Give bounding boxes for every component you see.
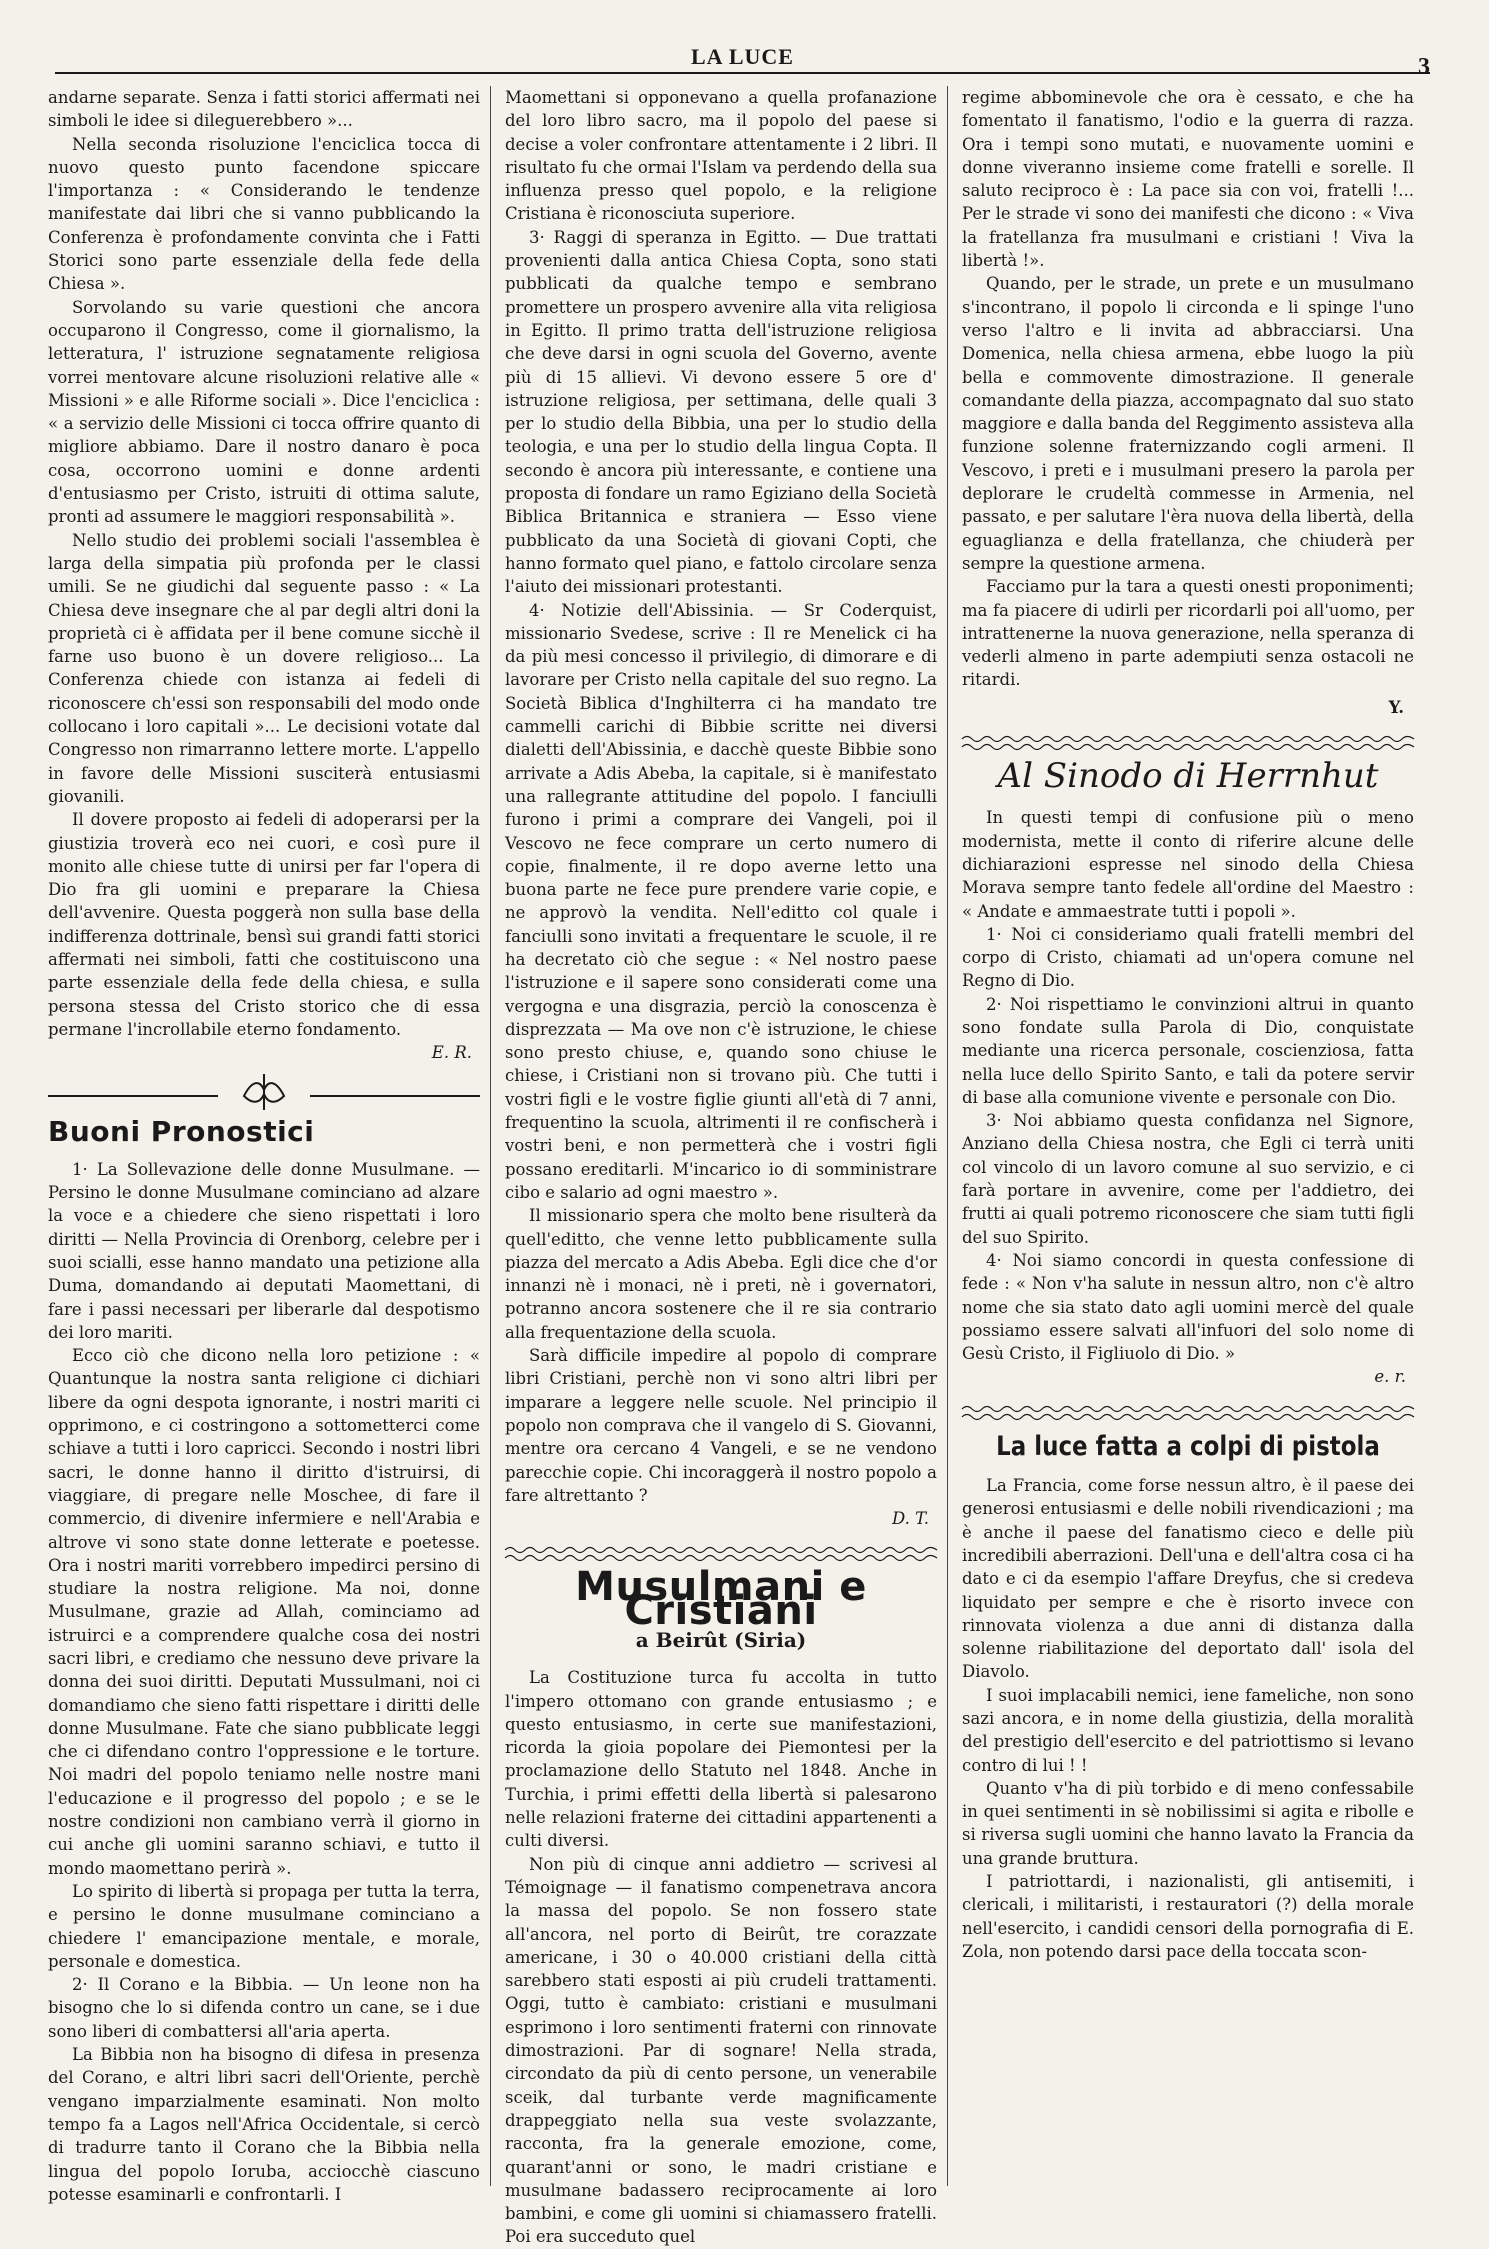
wavy-divider bbox=[505, 1542, 937, 1566]
signature: Y. bbox=[1388, 697, 1404, 717]
paragraph: La Bibbia non ha bisogno di difesa in presenza del Corano, e altri libri sacri dell'Oriente, perchè vengano imparzialmente esaminati. Non molto tempo fa a Lagos nell'Africa Occidentale, si cercò di tradurre tanto il Corano che la Bibbia nella lingua del popolo Ioruba, acciocchè ciascuno potesse esaminarli e confrontarli. I bbox=[48, 2045, 480, 2204]
subheading-beirut: a Beirût (Siria) bbox=[635, 1628, 807, 1652]
paragraph: Nella seconda risoluzione l'enciclica tocca di nuovo questo punto facendone spiccare l'importanza : « Considerando le tendenze manifestate dai libri che si vanno pubblicando la Conferenza è profondamente convinta che i Fatti Storici sono parte essenziale della fede della Chiesa ». bbox=[48, 134, 480, 294]
paragraph: I patriottardi, i nazionalisti, gli antisemiti, i clericali, i militaristi, i restauratori (?) della morale nell'esercito, i candidi censori della pornografia di E. Zola, non potendo darsi pace della toccata scon- bbox=[962, 1872, 1414, 1961]
heading-buoni-pronostici: Buoni Pronostici bbox=[48, 1115, 315, 1149]
paragraph: Sorvolando su varie questioni che ancora occuparono il Congresso, come il giornalismo, la letteratura, l' istruzione segnatamente religiosa vorrei mentovare alcune risoluzioni relative alle « Missioni » e alle Riforme sociali ». Dice l'enciclica : « a servizio delle Missioni ci tocca offrire quanto di migliore abbiamo. Dare il nostro danaro è poca cosa, occorrono uomini e donne ardenti d'entusiasmo per Cristo, istruiti di ottima salute, pronti ad assumere le maggiori responsabilità ». bbox=[48, 297, 480, 527]
paragraph: Maomettani si opponevano a quella profanazione del loro libro sacro, ma il popolo del paese si decise a voler confrontare attentamente i 2 libri. Il risultato fu che ormai l'Islam va perdendo della sua influenza presso quel popolo, e la religione Cristiana è riconosciuta superiore. bbox=[505, 88, 937, 224]
paragraph: 1· La Sollevazione delle donne Musulmane. — Persino le donne Musulmane cominciano ad alzare la voce e a chiedere che sieno rispettati i loro diritti — Nella Provincia di Orenborg, celebre per i suoi scialli, esse hanno mandato una petizione alla Duma, domandando ai deputati Maomettani, di fare i passi necessari per liberarle dal despotismo dei loro mariti. bbox=[48, 1159, 480, 1342]
fleuron-divider bbox=[48, 1070, 480, 1112]
signature: e. r. bbox=[1374, 1367, 1406, 1387]
page-number: 3 bbox=[1418, 54, 1430, 80]
paragraph: La Costituzione turca fu accolta in tutto l'impero ottomano con grande entusiasmo ; e questo entusiasmo, in certe sue manifestazioni, ricorda la gioia popolare dei Piemontesi per la proclamazione dello Statuto nel 1848. Anche in Turchia, i primi effetti della libertà si palesarono nelle relazioni fraterne dei cittadini appartenenti a culti diversi. bbox=[505, 1668, 937, 1851]
signature: D. T. bbox=[892, 1509, 929, 1529]
paragraph: Sarà difficile impedire al popolo di comprare libri Cristiani, perchè non vi sono altri libri per imparare a leggere nelle scuole. Nel principio il popolo non comprava che il vangelo di S. Giovanni, mentre ora cercano 4 Vangeli, e se ne vendono parecchie copie. Chi incoraggerà il nostro popolo a fare altrettanto ? bbox=[505, 1346, 937, 1505]
column-3 bbox=[962, 86, 1414, 2186]
wavy-divider bbox=[962, 731, 1414, 755]
paragraph: 2· Noi rispettiamo le convinzioni altrui in quanto sono fondate sulla Parola di Dio, conquistate mediante una ricerca personale, coscienziosa, fatta nella luce dello Spirito Santo, e tali da potere servir di base alla comunione vivente e personale con Dio. bbox=[962, 994, 1414, 1107]
masthead bbox=[55, 40, 1430, 80]
paragraph: Il dovere proposto ai fedeli di adoperarsi per la giustizia troverà eco nei cuori, e così pure il monito alle chiese tutte di unirsi per far l'opera di Dio fra gli uomini e preparare la Chiesa dell'avvenire. Questa poggerà non sulla base della indifferenza dottrinale, bensì sui grandi fatti storici affermati nei simboli, fatti che costituiscono una parte essenziale della fede della chiesa, e sulla persona stessa del Cristo storico che di essa permane l'incrollabile eterno fondamento. bbox=[48, 810, 480, 1039]
paragraph: regime abbominevole che ora è cessato, e che ha fomentato il fanatismo, l'odio e la guerra di razza. Ora i tempi sono mutati, e nuovamente uomini e donne viveranno insieme come fratelli e sorelle. Il saluto reciproco è : La pace sia con voi, fratelli !... Per le strade vi sono dei manifesti che dicono : « Viva la fratellanza fra musulmani e cristiani ! Viva la libertà !». bbox=[962, 88, 1414, 271]
column-2 bbox=[505, 86, 937, 2247]
paragraph: Lo spirito di libertà si propaga per tutta la terra, e persino le donne musulmane cominciano a chiedere l' emancipazione mentale, e morale, personale e domestica. bbox=[48, 1881, 480, 1971]
paragraph: La Francia, come forse nessun altro, è il paese dei generosi entusiasmi e delle nobili rivendicazioni ; ma è anche il paese del fanatismo cieco e delle più incredibili aberrazioni. Dell'una e dell'altra cosa ci ha dato e ci da esempio l'affare Dreyfus, che si credeva liquidato per sempre e che è risorto invece con rinnovata violenza a due anni di distanza dalla solenne riabilitazione del deportato dall' isola del Diavolo. bbox=[962, 1476, 1414, 1682]
column-1 bbox=[48, 86, 480, 2204]
paragraph: andarne separate. Senza i fatti storici affermati nei simboli le idee si dileguerebbero »... bbox=[48, 88, 480, 131]
signature: E. R. bbox=[431, 1043, 472, 1063]
paragraph: 4· Noi siamo concordi in questa confessione di fede : « Non v'ha salute in nessun altro, non c'è altro nome che sia stato dato agli uomini mercè del quale possiamo essere salvati all'infuori del solo nome di Gesù Cristo, il Figliuolo di Dio. » bbox=[962, 1250, 1414, 1364]
paragraph: Non più di cinque anni addietro — scrivesi al Témoignage — il fanatismo compenetrava ancora la massa del popolo. Se non fossero state all'ancora, nel porto di Beirût, tre corazzate americane, i 30 o 40.000 cristiani della città sarebbero stati esposti ai più crudeli trattamenti. Oggi, tutto è cambiato: cristiani e musulmani esprimono i loro sentimenti fraterni con rinnovate dimostrazioni. Par di sognare! Nella strada, circondato da più di cento persone, un venerabile sceik, dal turbante verde magnificamente drappeggiato nella sua veste svolazzante, racconta, fra la generale emozione, come, quarant'anni or sono, le madri cristiane e musulmane badassero reciprocamente ai loro bambini, e come gli uomini si chiamassero fratelli. Poi era succeduto quel bbox=[505, 1854, 937, 2247]
paragraph: Nello studio dei problemi sociali l'assemblea è larga della simpatia più profonda per le classi umili. Se ne giudichi dal seguente passo : « La Chiesa deve insegnare che al par degli altri doni la proprietà ci è affidata per il bene comune sicchè il farne uso buono è un dovere religioso... La Conferenza chiede con istanza ai fedeli di riconoscere ch'essi son responsabili del modo onde collocano i loro capitali »... Le decisioni votate dal Congresso non rimarranno lettere morte. L'appello in favore delle Missioni susciterà entusiasmi giovanili. bbox=[48, 530, 480, 806]
newspaper-title: LA LUCE bbox=[691, 44, 794, 69]
paragraph: Quanto v'ha di più torbido e di meno confessabile in quei sentimenti in sè nobilissimi si agita e ribolle e si riversa sugli uomini che hanno lavato la Francia da una grande bruttura. bbox=[962, 1778, 1414, 1868]
paragraph: In questi tempi di confusione più o meno modernista, mette il conto di riferire alcune delle dichiarazioni espresse nel sinodo della Chiesa Morava sempre tanto fedele all'ordine del Maestro : « Andate e ammaestrate tutti i popoli ». bbox=[962, 808, 1414, 921]
paragraph: 1· Noi ci consideriamo quali fratelli membri del corpo di Cristo, chiamati ad un'opera comune nel Regno di Dio. bbox=[962, 924, 1414, 991]
paragraph: Facciamo pur la tara a questi onesti proponimenti; ma fa piacere di udirli per ricordarli poi all'uomo, per intrattenerne la nuova generazione, nella speranza di vederli almeno in parte adempiuti senza ostacoli ne ritardi. bbox=[962, 577, 1414, 690]
paragraph: Quando, per le strade, un prete e un musulmano s'incontrano, il popolo li circonda e li spinge l'uno verso l'altro e li invita ad abbracciarsi. Una Domenica, nella chiesa armena, ebbe luogo la più bella e commovente dimostrazione. Il generale comandante della piazza, accompagnato dal suo stato maggiore e dalla banda del Reggimento assisteva alla funzione solenne fraternizzando cogli armeni. Il Vescovo, i preti e i musulmani presero la parola per deplorare le crudeltà commesse in Armenia, nel passato, e per salutare l'èra nuova della libertà, della eguaglianza e della fratellanza, che chiuderà per sempre la questione armena. bbox=[962, 274, 1414, 573]
column-divider-1 bbox=[490, 86, 491, 2186]
paragraph: Ecco ciò che dicono nella loro petizione : « Quantunque la nostra santa religione ci dichiari libere da ogni despota ignorante, i nostri mariti ci opprimono, e ci costringono a sottometterci come schiave a tutti i loro capricci. Secondo i nostri libri sacri, le donne hanno il diritto d'istruirsi, di viaggiare, di pregare nelle Moschee, di fare il commercio, di divenire infermiere e nell'Arabia e altrove vi sono state donne letterate e poetesse. Ora i nostri mariti vorrebbero impedirci persino di studiare la nostra religione. Ma noi, donne Musulmane, grazie ad Allah, cominciamo ad istruirci e a comprendere qualche cosa dei nostri sacri libri, e crediamo che nessuno deve privare la donna dei suoi diritti. Deputati Mussulmani, noi ci domandiamo che sieno fatti rispettare i diritti delle donne Musulmane. Fate che siano pubblicate leggi che ci difendano contro l'oppressione e le torture. Noi madri del popolo teniamo nelle nostre mani l'educazione e il progresso del popolo ; e se le nostre condizioni non cambiano verrà il giorno in cui anche gli uomini saranno schiavi, e tutto il mondo maomettano perirà ». bbox=[48, 1346, 480, 1878]
paragraph: 2· Il Corano e la Bibbia. — Un leone non ha bisogno che lo si difenda contro un cane, se i due sono liberi di combattersi all'aria aperta. bbox=[48, 1975, 480, 2041]
paragraph: 3· Raggi di speranza in Egitto. — Due trattati provenienti dalla antica Chiesa Copta, sono stati pubblicati da qualche tempo e sembrano promettere un prospero avvenire alla vita religiosa in Egitto. Il primo tratta dell'istruzione religiosa che deve darsi in ogni scuola del Governo, avente più di 15 allievi. Vi devono essere 5 ore d' istruzione religiosa, per settimana, delle quali 3 per lo studio della Bibbia, una per lo studio della teologia, e una per lo studio della lingua Copta. Il secondo è ancora più interessante, e contiene una proposta di fondare un ramo Egiziano della Società Biblica Britannica e straniera — Esso viene pubblicato da una Società di giovani Copti, che hanno formato quel piano, e fattolo circolare senza l'aiuto dei missionari protestanti. bbox=[505, 227, 937, 597]
paragraph: 4· Notizie dell'Abissinia. — Sr Coderquist, missionario Svedese, scrive : Il re Menelick ci ha da più mesi concesso il privilegio, di dimorare e di lavorare per Cristo nella capitale del suo regno. La Società Biblica d'Inghilterra ci ha mandato tre cammelli carichi di Bibbie scritte nei diversi dialetti dell'Abissinia, e dacchè queste Bibbie sono arrivate a Adis Abeba, la capitale, si è manifestato una rallegrante attitudine del popolo. I fanciulli furono i primi a comprare dei Vangeli, poi il Vescovo ne fece comprare un certo numero di copie, finalmente, il re dopo averne letto una buona parte ne fece pure prendere varie copie, e ne approvò la vendita. Nell'editto col quale i fanciulli sono invitati a frequentare le scuole, il re ha decretato ciò che segue : « Nel nostro paese l'istruzione e il sapere sono considerati come una vergogna e una disgrazia, perciò la conoscenza è disprezzata — Ma ove non c'è istruzione, le chiese sono presto chiuse, e, quando sono chiuse le chiese, i Cristiani non si trovano più. Che tutti i vostri figli e le vostre figlie giunti all'età di 7 anni, frequentino la scuola, altrimenti il re confischerà i vostri beni, e non permetterà che i vostri figli possano ereditarli. M'incarico io di somministrare cibo e salario ad ogni maestro ». bbox=[505, 600, 937, 1202]
masthead-rule bbox=[55, 72, 1430, 74]
heading-sinodo-herrnhut: Al Sinodo di Herrnhut bbox=[997, 756, 1379, 797]
paragraph: 3· Noi abbiamo questa confidanza nel Signore, Anziano della Chiesa nostra, che Egli ci terrà uniti col vincolo di un lavoro comune al suo servizio, e ci farà portare in avvenire, come per l'addietro, dei frutti ai quali potremo riconoscere che siam tutti figli del suo Spirito. bbox=[962, 1111, 1414, 1247]
column-divider-2 bbox=[947, 86, 948, 2186]
heading-luce-pistola: La luce fatta a colpi di pistola bbox=[996, 1430, 1380, 1462]
heading-musulmani-cristiani: Musulmani e Cristiani bbox=[575, 1564, 867, 1634]
paragraph: I suoi implacabili nemici, iene fameliche, non sono sazi ancora, e in nome della giustizia, della moralità del prestigio dell'esercito e del patriottismo si levano contro di lui ! ! bbox=[962, 1685, 1414, 1775]
paragraph: Il missionario spera che molto bene risulterà da quell'editto, che venne letto pubblicamente sulla piazza del mercato a Adis Abeba. Egli dice che d'or innanzi nè i monaci, nè i preti, nè i governatori, potranno ancora sostenere che il re sia contrario alla frequentazione della scuola. bbox=[505, 1206, 937, 1342]
wavy-divider bbox=[962, 1401, 1414, 1425]
